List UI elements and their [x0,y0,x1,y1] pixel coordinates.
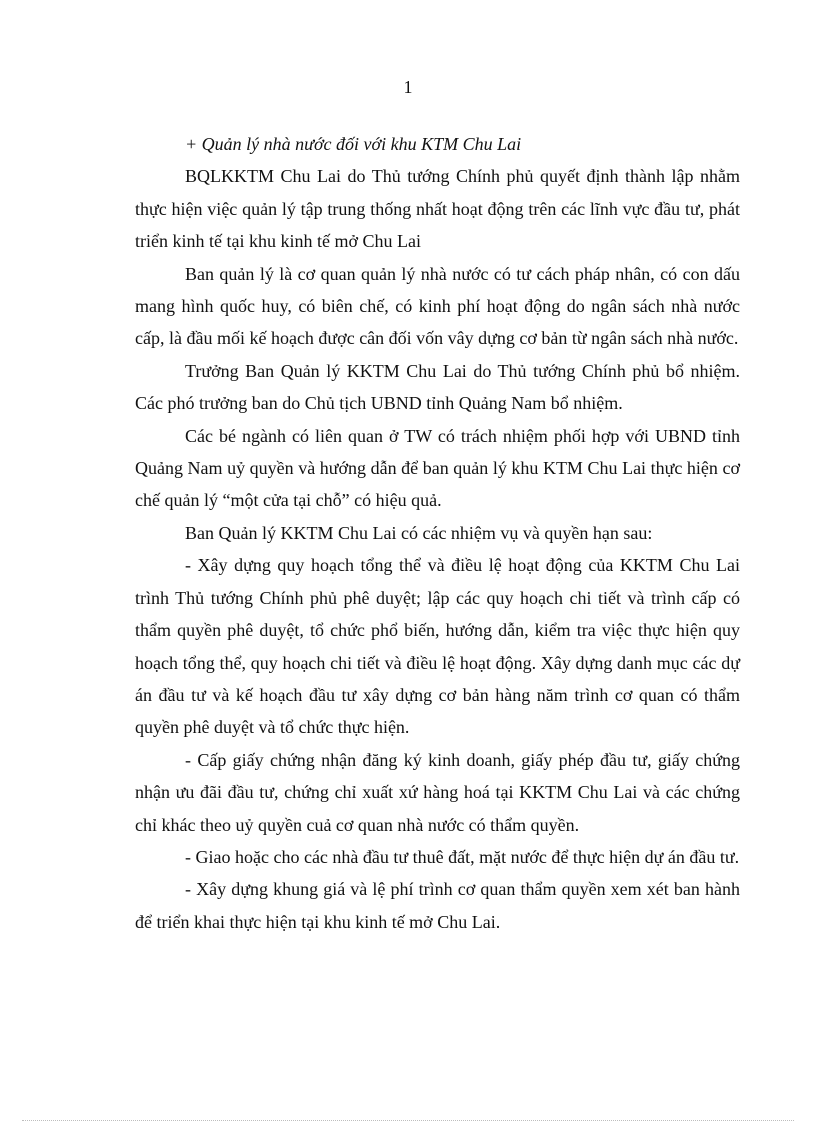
section-heading: + Quản lý nhà nước đối với khu KTM Chu Lai [185,134,522,154]
list-item-pricing: - Xây dựng khung giá và lệ phí trình cơ quan thẩm quyền xem xét ban hành để triển khai thực hiện tại khu kinh tế mở Chu Lai. [135,879,740,932]
paragraph-appointment: Trưởng Ban Quản lý KKTM Chu Lai do Thủ tướng Chính phủ bổ nhiệm. Các phó trưởng ban do Chủ tịch UBND tỉnh Quảng Nam bổ nhiệm. [135,360,740,414]
list-item-planning: - Xây dựng quy hoạch tổng thể và điều lệ hoạt động của KKTM Chu Lai trình Thủ tướng Chính phủ phê duyệt; lập các quy hoạch chi tiết và trình cấp có thẩm quyền phê duyệt, tổ chức phổ biến, hướng dẫn, kiểm tra việc thực hiện quy hoạch tổng thể, quy hoạch chi tiết và điều lệ hoạt động. Xây dựng danh mục các dự án đầu tư và kế hoạch đầu tư xây dựng cơ bản hàng năm trình cơ quan có thẩm quyền phê duyệt và tổ chức thực hiện. [135,555,740,738]
paragraph-coordination: Các bé ngành có liên quan ở TW có trách nhiệm phối hợp với UBND tỉnh Quảng Nam uỷ quyền và hướng dẫn để ban quản lý khu KTM Chu Lai thực hiện cơ chế quản lý “một cửa tại chỗ” có hiệu quả. [135,425,740,511]
page-number: 1 [403,77,413,97]
footer-dotted-rule [22,1120,794,1121]
paragraph-establishment: BQLKKTM Chu Lai do Thủ tướng Chính phủ quyết định thành lập nhằm thực hiện việc quản lý tập trung thống nhất hoạt động trên các lĩnh vực đầu tư, phát triển kinh tế tại khu kinh tế mở Chu Lai [135,166,740,252]
list-item-land-allocation: - Giao hoặc cho các nhà đầu tư thuê đất, mặt nước để thực hiện dự án đầu tư. [185,846,740,867]
paragraph-legal-status: Ban quản lý là cơ quan quản lý nhà nước có tư cách pháp nhân, có con dấu mang hình quốc huy, có biên chế, có kinh phí hoạt động do ngân sách nhà nước cấp, là đầu mối kế hoạch được cân đối vốn vây dựng cơ bản từ ngân sách nhà nước. [135,263,740,349]
list-item-licensing: - Cấp giấy chứng nhận đăng ký kinh doanh, giấy phép đầu tư, giấy chứng nhận ưu đãi đầu tư, chứng chỉ xuất xứ hàng hoá tại KKTM Chu Lai và các chứng chỉ khác theo uỷ quyền cuả cơ quan nhà nước có thẩm quyền. [135,749,740,835]
document-body [135,128,740,938]
paragraph-duties-intro: Ban Quản lý KKTM Chu Lai có các nhiệm vụ và quyền hạn sau: [185,522,653,543]
